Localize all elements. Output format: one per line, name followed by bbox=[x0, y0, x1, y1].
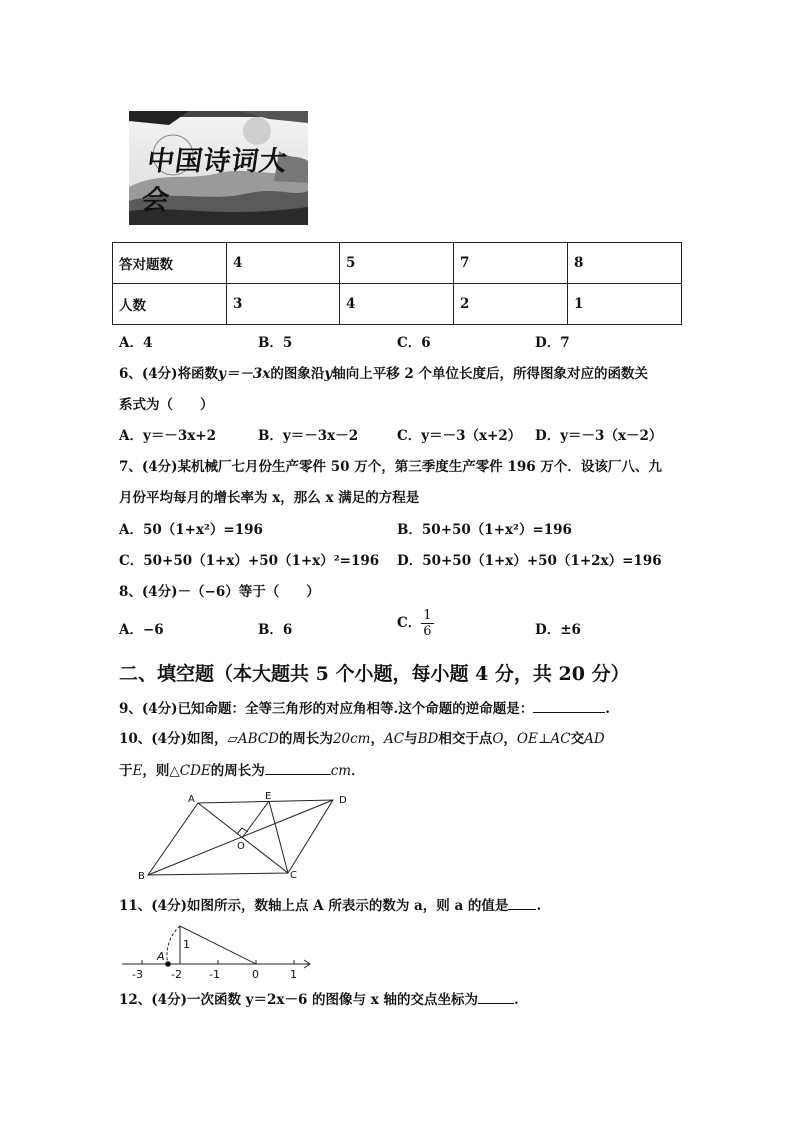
q10-text: 的周长为 bbox=[278, 731, 333, 747]
point-a bbox=[165, 961, 171, 967]
q10-parallelogram: ▱ABCD bbox=[227, 731, 279, 747]
tick-label: 1 bbox=[290, 968, 297, 981]
tick-label: -2 bbox=[171, 968, 182, 981]
table-row bbox=[113, 243, 682, 284]
label-b: B bbox=[138, 871, 145, 882]
q6-text: 轴向上平移 2 个单位长度后，所得图象对应的函数关 bbox=[332, 366, 649, 382]
q6-text: 将函数 bbox=[177, 366, 219, 382]
label-o: O bbox=[237, 841, 245, 852]
q12-end: . bbox=[514, 992, 519, 1008]
q11-line bbox=[119, 895, 541, 916]
q9-text: 已知命题：全等三角形的对应角相等.这个命题的逆命题是： bbox=[177, 701, 534, 717]
q10-text: ， bbox=[503, 731, 517, 747]
q10-end: ． bbox=[351, 763, 365, 779]
segment-oe bbox=[242, 801, 269, 838]
label-c: C bbox=[290, 870, 297, 881]
right-angle-mark bbox=[237, 828, 248, 834]
q8-option-c bbox=[397, 608, 434, 639]
q10-perp: OE⊥AC bbox=[516, 731, 571, 747]
q10-text: ， bbox=[370, 731, 384, 747]
q10-line2 bbox=[119, 760, 365, 781]
q12-number: 12、(4分) bbox=[119, 992, 187, 1008]
answer-blank bbox=[478, 989, 514, 1004]
q10-o: O bbox=[492, 731, 504, 747]
q10-text: 交 bbox=[570, 731, 585, 747]
table-cell: 7 bbox=[454, 243, 568, 284]
q9-line bbox=[119, 698, 610, 719]
segment-ec bbox=[269, 801, 288, 873]
q7-option-c: C．50+50（1+x）+50（1+x）²=196 bbox=[119, 553, 380, 569]
table-row bbox=[113, 284, 682, 325]
q6-function: y＝－3x bbox=[218, 366, 271, 382]
q7-option-b: B．50+50（1+x²）=196 bbox=[397, 522, 572, 538]
score-distribution-table bbox=[112, 242, 682, 325]
q11-number: 11、(4分) bbox=[119, 898, 187, 914]
q8-option-b: B．6 bbox=[258, 622, 293, 638]
point-a-label: A bbox=[157, 950, 165, 963]
q6-number: 6、(4分) bbox=[119, 366, 178, 382]
q10-text: ，则 bbox=[142, 763, 170, 779]
one-sixth-fraction bbox=[421, 608, 433, 639]
q7-line2: 月份平均每月的增长率为 x，那么 x 满足的方程是 bbox=[119, 490, 420, 506]
diagonal-ac bbox=[198, 803, 288, 873]
tick-label: -1 bbox=[209, 968, 220, 981]
table-cell: 1 bbox=[568, 284, 682, 325]
q5-option-d: D．7 bbox=[535, 335, 570, 351]
q8-option-c-label: C． bbox=[397, 615, 422, 631]
section-title: 二、填空题（本大题共 5 个小题，每小题 4 分，共 20 分） bbox=[119, 663, 630, 685]
q10-length: 20cm bbox=[332, 731, 371, 747]
q8-option-a: A．−6 bbox=[119, 622, 164, 638]
q12-text: 一次函数 y＝2x－6 的图像与 x 轴的交点坐标为 bbox=[186, 992, 478, 1008]
number-line-figure bbox=[118, 920, 312, 982]
diagonal-bd bbox=[148, 800, 333, 875]
q11-end: . bbox=[536, 898, 542, 914]
q6-option-b: B．y＝－3x－2 bbox=[258, 428, 359, 444]
q9-number: 9、(4分) bbox=[119, 701, 178, 717]
q6-text: 的图象沿 bbox=[270, 366, 325, 382]
q7-text: 某机械厂七月份生产零件 50 万个，第三季度生产零件 196 万个．设该厂八、九 bbox=[177, 459, 662, 475]
tick-label: 0 bbox=[252, 968, 259, 981]
q6-line1 bbox=[119, 364, 648, 384]
q10-ac: AC bbox=[383, 731, 405, 747]
height-label: 1 bbox=[183, 938, 190, 951]
label-d: D bbox=[339, 795, 347, 806]
q10-number: 10、(4分) bbox=[119, 731, 187, 747]
q10-text: 的周长为 bbox=[210, 763, 265, 779]
answer-blank bbox=[508, 895, 536, 910]
q10-e: E bbox=[132, 763, 143, 779]
q10-bd: BD bbox=[417, 731, 439, 747]
answer-blank bbox=[533, 698, 605, 713]
dashed-arc bbox=[167, 926, 180, 964]
q7-line1 bbox=[119, 457, 662, 477]
table-cell: 4 bbox=[340, 284, 454, 325]
q8-number: 8、(4分) bbox=[119, 584, 178, 600]
table-cell: 3 bbox=[227, 284, 340, 325]
q10-unit: cm bbox=[330, 763, 352, 779]
q5-option-c: C．6 bbox=[397, 335, 431, 351]
fraction-numerator: 1 bbox=[423, 608, 432, 623]
q10-line1 bbox=[119, 729, 605, 749]
banner-logo-text: 中国诗词大会 bbox=[139, 146, 290, 216]
q6-option-c: C．y＝－3（x+2） bbox=[397, 428, 522, 444]
tick-label: -3 bbox=[132, 968, 143, 981]
q8-text: －（−6）等于（ ） bbox=[177, 584, 320, 600]
q7-number: 7、(4分) bbox=[119, 459, 178, 475]
q6-axis: y bbox=[324, 366, 333, 382]
parallelogram-figure bbox=[130, 790, 360, 882]
q10-text: 如图， bbox=[186, 731, 228, 747]
q10-ad: AD bbox=[584, 731, 605, 747]
q10-triangle: △CDE bbox=[169, 763, 211, 779]
label-e: E bbox=[265, 791, 272, 802]
fraction-denominator: 6 bbox=[423, 624, 432, 639]
q10-text: 与 bbox=[404, 731, 418, 747]
poetry-banner-image bbox=[129, 111, 308, 225]
q8-line bbox=[119, 582, 320, 602]
table-cell: 人数 bbox=[113, 284, 227, 325]
q9-end: . bbox=[605, 701, 610, 717]
table-cell: 答对题数 bbox=[113, 243, 227, 284]
q7-option-a: A．50（1+x²）=196 bbox=[119, 522, 263, 538]
label-a: A bbox=[188, 794, 195, 805]
q11-text: 如图所示，数轴上点 A 所表示的数为 a，则 a 的值是 bbox=[186, 898, 509, 914]
q10-text: 相交于点 bbox=[438, 731, 493, 747]
q7-option-d: D．50+50（1+x）+50（1+2x）=196 bbox=[397, 553, 662, 569]
q6-option-d: D．y＝－3（x－2） bbox=[535, 428, 663, 444]
q10-text: 于 bbox=[119, 763, 133, 779]
table-cell: 5 bbox=[340, 243, 454, 284]
q8-option-d: D．±6 bbox=[535, 622, 581, 638]
table-cell: 4 bbox=[227, 243, 340, 284]
table-cell: 2 bbox=[454, 284, 568, 325]
q12-line bbox=[119, 989, 519, 1010]
q6-option-a: A．y＝－3x+2 bbox=[119, 428, 216, 444]
answer-blank bbox=[265, 760, 331, 775]
table-cell: 8 bbox=[568, 243, 682, 284]
q5-option-b: B．5 bbox=[258, 335, 293, 351]
right-triangle bbox=[180, 926, 256, 964]
q6-line2: 系式为（ ） bbox=[119, 397, 214, 413]
q5-option-a: A．4 bbox=[119, 335, 153, 351]
